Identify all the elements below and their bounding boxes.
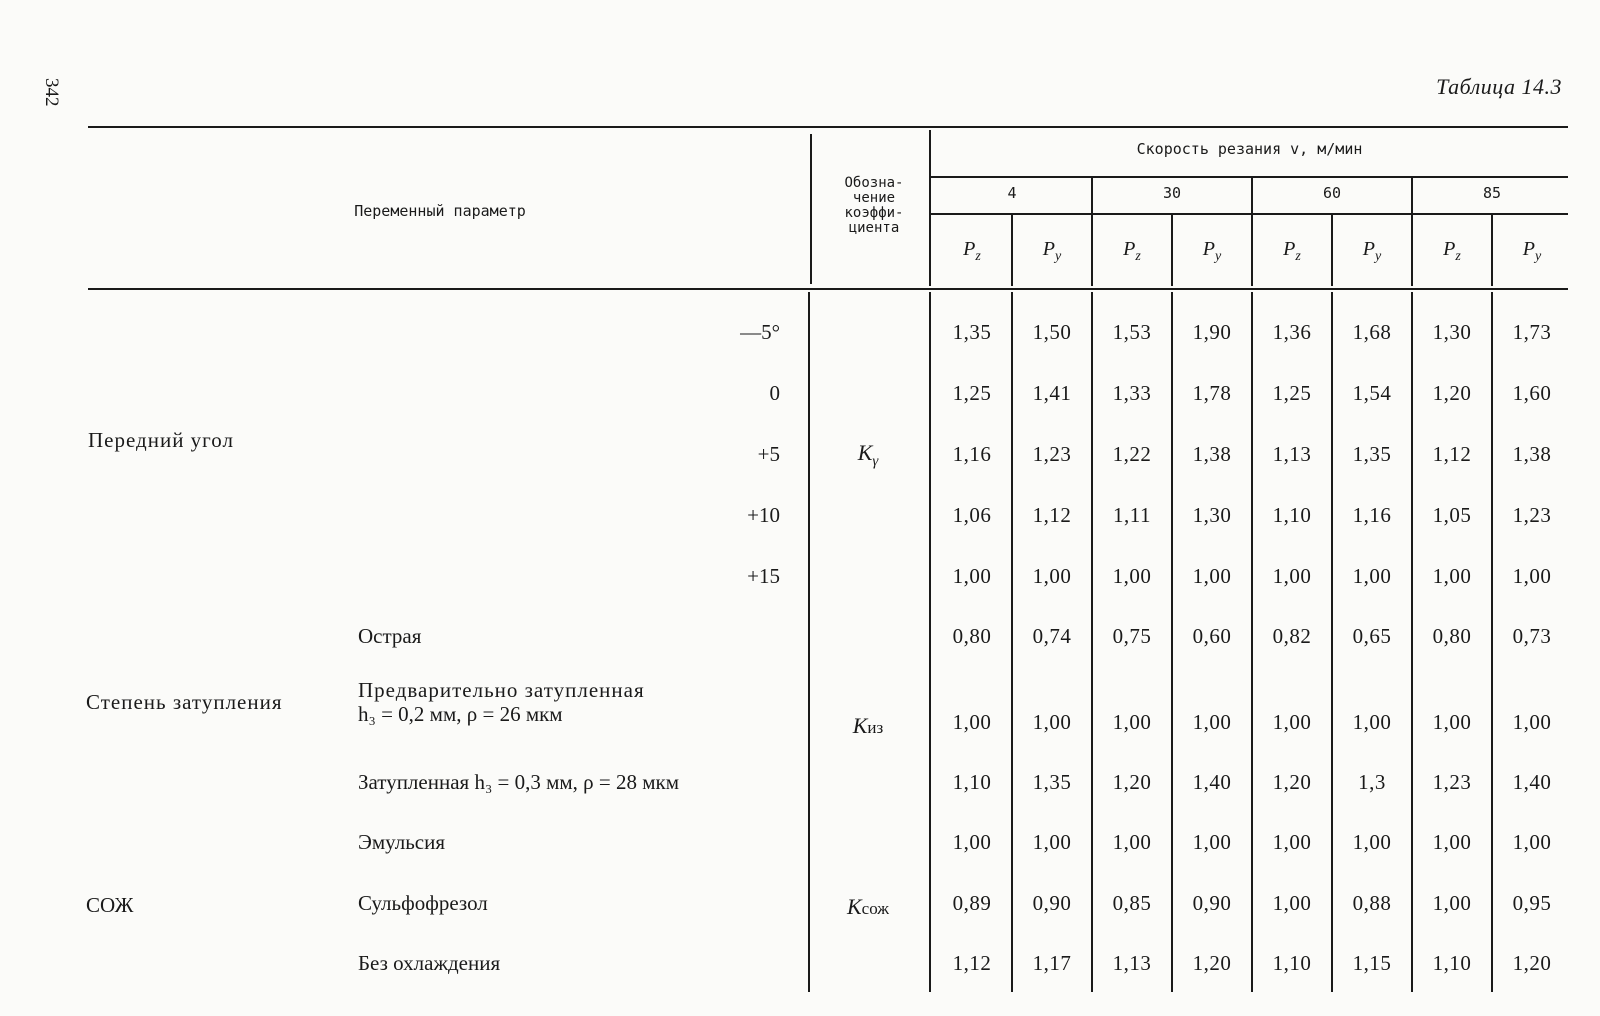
table-cell: 1,12 [1032,503,1072,527]
row-param-label: +5 [757,442,780,466]
table-cell: 1,00 [1112,830,1152,854]
table-cell: 1,00 [952,830,992,854]
speed-header-3: 85 [1482,184,1502,202]
table-cell: 1,00 [1272,830,1312,854]
coef-header-line-3: коэффи- [844,205,904,221]
table-cell: 1,36 [1272,320,1312,344]
table-cell: 1,00 [952,710,992,734]
pz-header-2 [1253,238,1331,265]
table-cell: 0,65 [1352,624,1392,648]
table-cell: 1,54 [1352,381,1392,405]
header-column-divider [1011,213,1013,286]
table-cell: 1,15 [1352,951,1392,975]
header-column-divider [1331,213,1333,286]
coef-k-gamma: $K_\gamma$ [857,440,879,470]
table-cell: 1,20 [1192,951,1232,975]
force-letter: P [1443,238,1456,260]
table-cell: 0,90 [1032,891,1072,915]
force-subscript: y [1215,249,1222,264]
table-cell: 1,13 [1112,951,1152,975]
row-param-label [358,678,798,726]
table-cell: 1,00 [1192,710,1232,734]
py-header-3 [1493,238,1571,265]
table-cell: 1,38 [1192,442,1232,466]
group-bluntness-label: Степень затупления [86,690,283,714]
param-column-header: Переменный параметр [354,202,526,220]
table-cell: 1,00 [1512,564,1552,588]
table-cell: 1,00 [1272,891,1312,915]
force-letter: P [1042,238,1055,260]
coef-k-iz: Kиз [852,713,884,738]
table-cell: 0,73 [1512,624,1552,648]
table-cell: 0,88 [1352,891,1392,915]
table-cell: 1,00 [1032,710,1072,734]
table-cell: 1,00 [1032,564,1072,588]
table-cell: 0,95 [1512,891,1552,915]
coef-header-line-2: чение [852,190,896,206]
table-cell: 1,22 [1112,442,1152,466]
force-subscript: z [1455,249,1461,264]
table-cell: 1,90 [1192,320,1232,344]
page-number: 342 [41,78,62,107]
row-param-label: Сульфофрезол [358,891,488,915]
table-cell: 1,23 [1032,442,1072,466]
table-cell: 0,89 [952,891,992,915]
row-param-label: 0 [769,381,780,405]
coef-col-left-line [810,134,812,284]
table-cell: 1,53 [1112,320,1152,344]
table-cell: 1,3 [1358,770,1386,794]
table-cell: 1,35 [952,320,992,344]
row-param-label: Острая [358,624,422,648]
speed-header-1: 30 [1162,184,1182,202]
table-cell: 1,73 [1512,320,1552,344]
table-cell: 1,25 [952,381,992,405]
table-cell: 1,00 [1512,710,1552,734]
table-cell: 1,23 [1432,770,1472,794]
table-title: Таблица 14.3 [1436,74,1562,99]
table-cell: 0,80 [952,624,992,648]
table-cell: 1,41 [1032,381,1072,405]
speed-group-header: Скорость резания v, м/мин [1136,140,1363,158]
table-cell: 1,23 [1512,503,1552,527]
table-cell: 0,75 [1112,624,1152,648]
force-subscript: z [1295,249,1301,264]
row-param-label: —5° [740,320,780,344]
force-letter: P [1202,238,1215,260]
table-cell: 1,60 [1512,381,1552,405]
force-letter: P [1362,238,1375,260]
table-cell: 1,12 [952,951,992,975]
table-cell: 1,78 [1192,381,1232,405]
table-cell: 1,00 [1032,830,1072,854]
table-cell: 1,30 [1192,503,1232,527]
table-cell: 0,74 [1032,624,1072,648]
pz-header-0 [933,238,1011,265]
table-cell: 1,25 [1272,381,1312,405]
force-letter: P [1123,238,1136,260]
table-cell: 1,11 [1113,503,1151,527]
table-cell: 1,30 [1432,320,1472,344]
table-cell: 1,16 [952,442,992,466]
row-param-label: +10 [747,503,780,527]
coef-header-line-4: циента [848,220,900,236]
table-cell: 1,00 [1432,830,1472,854]
table-cell: 1,35 [1352,442,1392,466]
pz-header-3 [1413,238,1491,265]
table-cell: 0,82 [1272,624,1312,648]
force-letter: P [1283,238,1296,260]
table-cell: 1,10 [1272,951,1312,975]
table-cell: 1,20 [1512,951,1552,975]
header-column-divider [1091,176,1093,286]
row-param-line-1: Предварительно затупленная [358,678,645,702]
table-cell: 1,00 [1432,564,1472,588]
speed-header-2: 60 [1322,184,1342,202]
table-cell: 1,10 [952,770,992,794]
table-cell: 0,80 [1432,624,1472,648]
coef-header-line-1: Обозна- [844,175,904,191]
force-subscript: y [1375,249,1382,264]
table-cell: 1,00 [1272,710,1312,734]
force-subscript: z [975,249,981,264]
table-top-rule [88,126,1568,128]
table-cell: 0,85 [1112,891,1152,915]
table-cell: 1,35 [1032,770,1072,794]
table-cell: 1,00 [1112,564,1152,588]
coef-column-header [820,176,928,236]
table-cell: 1,06 [952,503,992,527]
table-cell: 1,20 [1112,770,1152,794]
py-header-1 [1173,238,1251,265]
row-param-label: Затупленная h₃ = 0,3 мм, ρ = 28 мкм [358,770,680,794]
table-header-bottom-rule [88,288,1568,290]
row-param-label: Без охлаждения [358,951,501,975]
table-cell: 1,20 [1272,770,1312,794]
force-letter: P [963,238,976,260]
force-subscript: z [1135,249,1141,264]
table-cell: 1,68 [1352,320,1392,344]
table-cell: 1,50 [1032,320,1072,344]
table-cell: 1,00 [1512,830,1552,854]
coef-col-right-line-body [929,292,931,992]
table-cell: 1,12 [1432,442,1472,466]
table-cell: 1,00 [1192,830,1232,854]
coef-col-left-line-body [808,292,810,992]
coef-k-soj: Kсож [846,894,890,919]
force-subscript: y [1055,249,1062,264]
header-column-divider [1491,213,1493,286]
speed-group-rule [931,176,1568,178]
table-cell: 1,00 [1272,564,1312,588]
group-coolant-label: СОЖ [86,893,134,917]
table-cell: 1,00 [1112,710,1152,734]
py-header-0 [1013,238,1091,265]
speed-values-rule [931,213,1568,215]
table-cell: 1,20 [1432,381,1472,405]
table-cell: 1,38 [1512,442,1552,466]
table-cell: 1,00 [1352,564,1392,588]
table-cell: 1,00 [1432,891,1472,915]
row-param-line-2: h₃ = 0,2 мм, ρ = 26 мкм [358,702,563,726]
force-letter: P [1522,238,1535,260]
row-param-label: +15 [747,564,780,588]
table-cell: 1,10 [1432,951,1472,975]
table-cell: 1,00 [1432,710,1472,734]
force-subscript: y [1535,249,1542,264]
pz-header-1 [1093,238,1171,265]
table-cell: 1,40 [1512,770,1552,794]
table-cell: 1,00 [952,564,992,588]
header-column-divider [1411,176,1413,286]
table-cell: 1,33 [1112,381,1152,405]
header-column-divider [1251,176,1253,286]
table-cell: 0,90 [1192,891,1232,915]
table-cell: 1,13 [1272,442,1312,466]
table-cell: 0,60 [1192,624,1232,648]
table-cell: 1,00 [1352,710,1392,734]
speed-header-0: 4 [1007,184,1017,202]
table-cell: 1,00 [1192,564,1232,588]
group-front-angle-label: Передний угол [88,428,234,452]
table-cell: 1,16 [1352,503,1392,527]
table-cell: 1,05 [1432,503,1472,527]
table-cell: 1,40 [1192,770,1232,794]
table-cell: 1,17 [1032,951,1072,975]
table-cell: 1,00 [1352,830,1392,854]
row-param-label: Эмульсия [358,830,446,854]
header-column-divider [1171,213,1173,286]
py-header-2 [1333,238,1411,265]
table-cell: 1,10 [1272,503,1312,527]
